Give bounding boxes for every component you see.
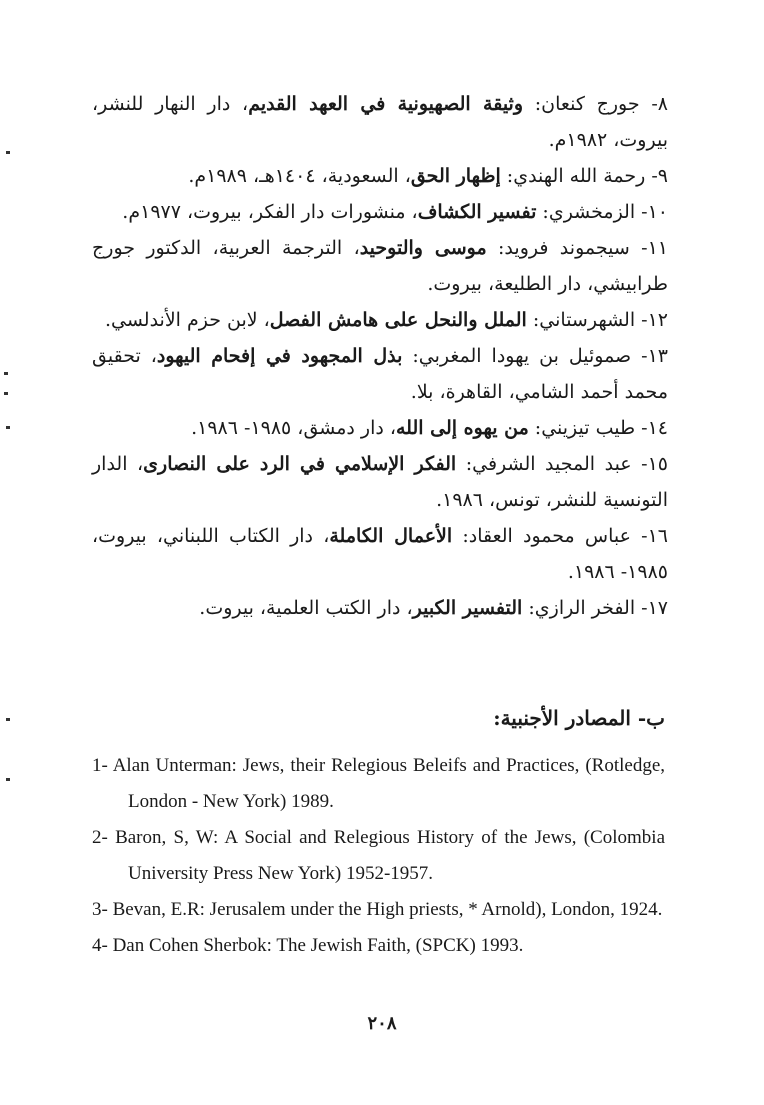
foreign-reference-item: 3- Bevan, E.R: Jerusalem under the High priests, * Arnold), London, 1924. <box>92 899 663 920</box>
arabic-reference-item: ٩- رحمة الله الهندي: إظهار الحق، السعودية، ١٤٠٤هـ، ١٩٨٩م. <box>188 165 668 187</box>
margin-mark <box>6 426 10 429</box>
arabic-reference-item: ١١- سيجموند فرويد: موسى والتوحيد، الترجمة العربية، الدكتور جورج طرابيشي، دار الطليعة، بيروت. <box>92 237 669 295</box>
margin-mark <box>4 372 8 375</box>
foreign-reference-item: 4- Dan Cohen Sherbok: The Jewish Faith, (SPCK) 1993. <box>92 935 524 956</box>
foreign-sources-heading: ب- المصادر الأجنبية: <box>493 706 665 730</box>
arabic-reference-item: ١٧- الفخر الرازي: التفسير الكبير، دار الكتب العلمية، بيروت. <box>199 597 668 619</box>
foreign-reference-item: 1- Alan Unterman: Jews, their Relegious Beleifs and Practices, (Rotledge, London - New York) 1989. <box>92 755 665 812</box>
foreign-reference-list <box>92 748 665 964</box>
arabic-reference-item: ١٢- الشهرستاني: الملل والنحل على هامش الفصل، لابن حزم الأندلسي. <box>104 309 668 331</box>
arabic-reference-item: ٨- جورج كنعان: وثيقة الصهيونية في العهد القديم، دار النهار للنشر، بيروت، ١٩٨٢م. <box>92 93 669 151</box>
foreign-reference-item: 2- Baron, S, W: A Social and Relegious History of the Jews, (Colombia University Press New York) 1952-1957. <box>92 827 665 884</box>
margin-mark <box>6 718 10 721</box>
margin-mark <box>6 778 10 781</box>
arabic-reference-item: ١٣- صموئيل بن يهودا المغربي: بذل المجهود في إفحام اليهود، تحقيق محمد أحمد الشامي، القاهرة، بلا. <box>92 345 669 403</box>
arabic-reference-list <box>92 86 668 626</box>
page-number: ٢٠٨ <box>367 1013 397 1034</box>
arabic-reference-item: ١٠- الزمخشري: تفسير الكشاف، منشورات دار الفكر، بيروت، ١٩٧٧م. <box>122 201 668 223</box>
arabic-reference-item: ١٦- عباس محمود العقاد: الأعمال الكاملة، دار الكتاب اللبناني، بيروت، ١٩٨٥- ١٩٨٦. <box>92 525 668 583</box>
margin-mark <box>6 151 10 154</box>
arabic-reference-item: ١٤- طيب تيزيني: من يهوه إلى الله، دار دمشق، ١٩٨٥- ١٩٨٦. <box>191 417 668 439</box>
margin-mark <box>4 392 8 395</box>
arabic-reference-item: ١٥- عبد المجيد الشرفي: الفكر الإسلامي في الرد على النصارى، الدار التونسية للنشر، تونس، ١٩٨٦. <box>92 453 669 511</box>
